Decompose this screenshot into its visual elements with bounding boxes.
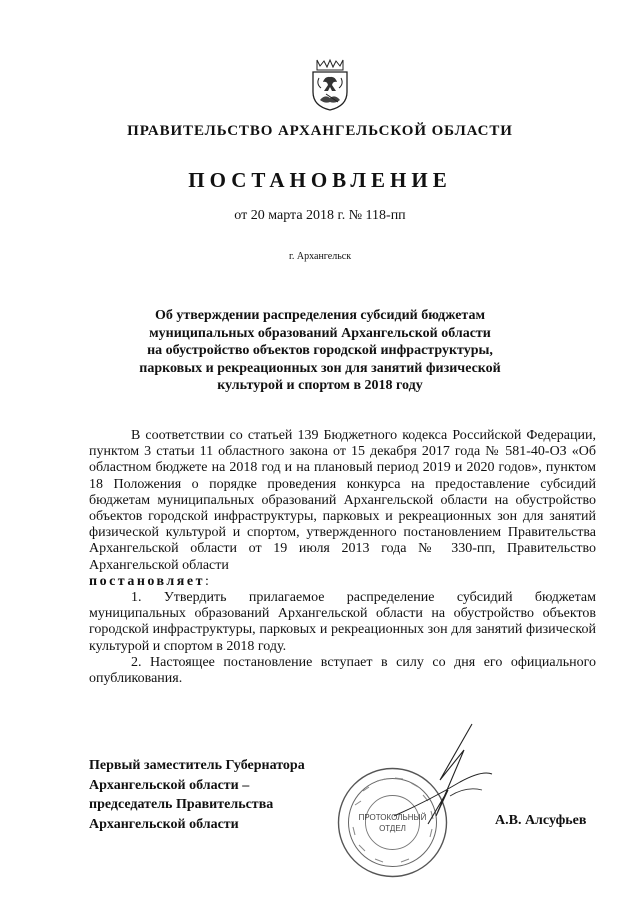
preamble-text: В соответствии со статьей 139 Бюджетного кодекса Российской Федерации, пунктом 3 статьи 11 областного закона от 15 декабря 2017 года № 581-40-ОЗ «Об областном бюджете на 2018 год и на плановый период 2019 и 2020 годов», пунктом 18 Положения о порядке проведения конкурса на предоставление субсидий бюджетам муниципальных образований Архангельской области на обустройство объектов городской инфраструктуры, парковых и рекреационных зон для занятий физической культурой и спортом, утвержденного постановлением Правительства Архангельской области от 19 июля 2013 года № 330-пп, Правительство Архангельской области — [89, 428, 596, 573]
signatory-position-line: Архангельской области – — [89, 777, 250, 793]
preamble-paragraph — [89, 428, 596, 574]
document-city: г. Архангельск — [288, 251, 352, 262]
subject-line: парковых и рекреационных зон для занятий физической — [139, 360, 501, 376]
stamp-center-line: ПРОТОКОЛЬНЫЙ — [358, 813, 427, 822]
signatory-position-line: Первый заместитель Губернатора — [89, 758, 305, 773]
arkhangelsk-coat-of-arms-icon — [307, 58, 353, 112]
document-subject — [120, 307, 520, 395]
subject-line: культурой и спортом в 2018 году — [217, 378, 423, 393]
signatory-position — [89, 756, 305, 834]
subject-line: муниципальных образований Архангельской области — [149, 325, 491, 341]
government-title: ПРАВИТЕЛЬСТВО АРХАНГЕЛЬСКОЙ ОБЛАСТИ — [127, 123, 513, 139]
decree-item-1: 1. Утвердить прилагаемое распределение субсидий бюджетам муниципальных образований Архангельской области на обустройство объектов городской инфраструктуры, парковых и рекреационных зон для занятий физической культурой и спортом в 2018 году. — [89, 590, 596, 654]
document-body — [89, 428, 596, 687]
document-date-number: от 20 марта 2018 г. № 118-пп — [234, 208, 406, 223]
decree-item-2: 2. Настоящее постановление вступает в силу со дня его официального опубликования. — [89, 654, 596, 687]
stamp-center-line: ОТДЕЛ — [379, 824, 406, 833]
signatory-position-line: Архангельской области — [89, 816, 239, 832]
decree-word: постановляет — [89, 573, 205, 589]
decree-line — [89, 574, 596, 590]
decree-colon: : — [204, 573, 209, 589]
subject-line: на обустройство объектов городской инфраструктуры, — [147, 343, 493, 358]
document-type: ПОСТАНОВЛЕНИЕ — [188, 168, 452, 192]
handwritten-signature-icon — [390, 720, 500, 830]
signatory-name: А.В. Алсуфьев — [495, 813, 587, 828]
subject-line: Об утверждении распределения субсидий бюджетам — [154, 308, 485, 323]
signatory-position-line: председатель Правительства — [89, 797, 274, 813]
